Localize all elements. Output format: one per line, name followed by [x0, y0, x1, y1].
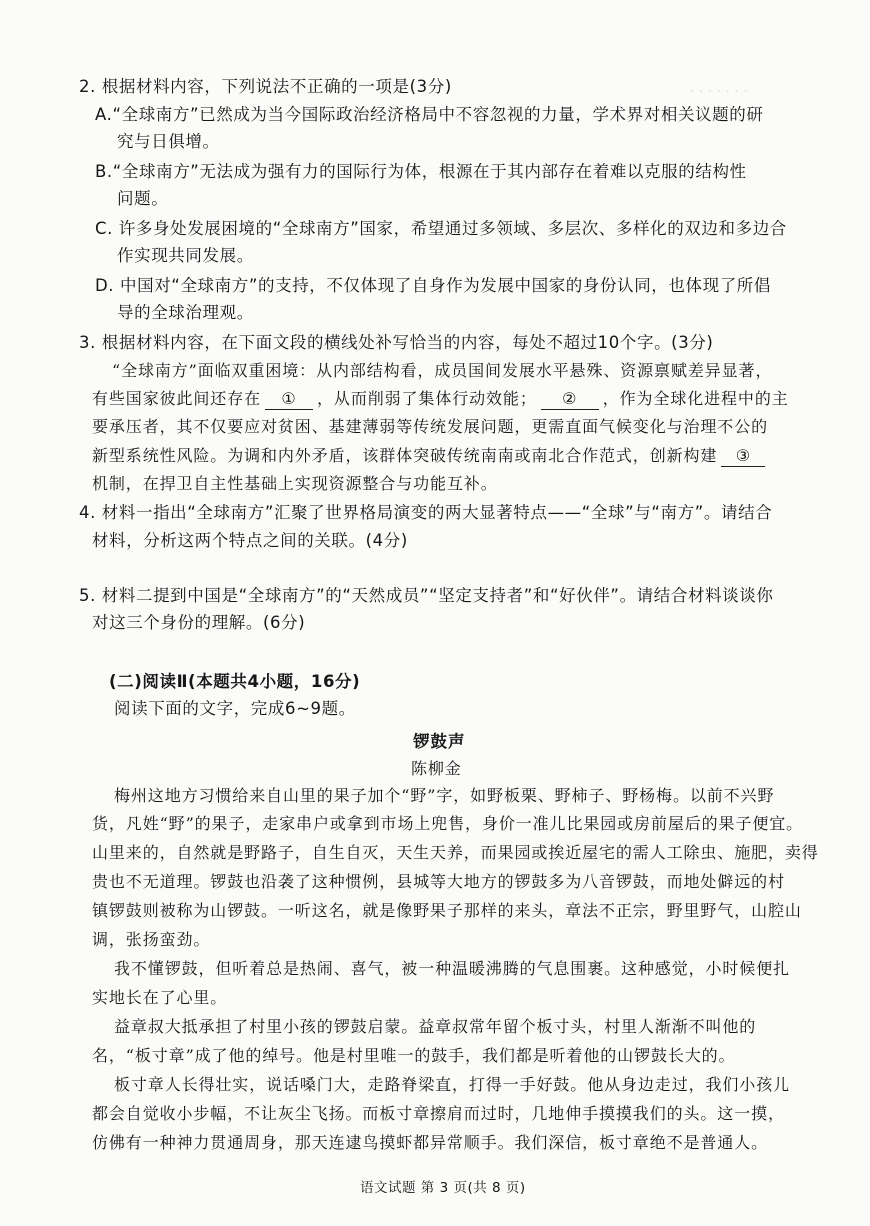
option-a-line-1: A.“全球南方”已然成为当今国际政治经济格局中不容忽视的力量，学术界对相关议题的研 — [95, 105, 764, 124]
section-header: (二)阅读Ⅱ(本题共4小题，16分) — [109, 672, 361, 691]
story-title: 锣鼓声 — [413, 732, 466, 751]
question-2-stem: 2. 根据材料内容，下列说法不正确的一项是(3分) — [79, 77, 452, 96]
q3-passage-line-1: “全球南方”面临双重困境：从内部结构看，成员国间发展水平悬殊、资源禀赋差异显著， — [112, 361, 773, 380]
story-paragraph-line: 实地长在了心里。 — [92, 988, 228, 1007]
q3-passage-line-4 — [92, 445, 769, 467]
story-paragraph-line: 益章叔大抵承担了村里小孩的锣鼓启蒙。益章叔常年留个板寸头，村里人渐渐不叫他的 — [114, 1017, 757, 1036]
question-3-stem: 3. 根据材料内容，在下面文段的横线处补写恰当的内容，每处不超过10个字。(3分) — [79, 333, 714, 352]
option-a-line-2: 究与日俱增。 — [117, 132, 220, 151]
story-paragraph-line: 山里来的，自然就是野路子，自生自灭，天生天养，而果园或挨近屋宅的需人工除虫、施肥，卖得 — [92, 843, 819, 862]
q3-passage-line-2 — [92, 388, 789, 410]
question-4-line-2: 材料，分析这两个特点之间的关联。(4分) — [92, 531, 408, 550]
story-paragraph-line: 仿佛有一种神力贯通周身，那天连逮鸟摸虾都异常顺手。我们深信，板寸章绝不是普通人。 — [92, 1133, 769, 1152]
story-paragraph-line: 调，张扬蛮劲。 — [92, 930, 211, 949]
option-d-line-2: 导的全球治理观。 — [117, 303, 254, 322]
story-paragraph-line: 贵也不无道理。锣鼓也沿袭了这种惯例，县城等大地方的锣鼓多为八音锣鼓，而地处僻远的村 — [92, 872, 785, 891]
question-5-line-2: 对这三个身份的理解。(6分) — [92, 613, 306, 632]
question-5-line-1: 5. 材料二提到中国是“全球南方”的“天然成员”“坚定支持者”和“好伙伴”。请结合材料谈谈你 — [79, 586, 774, 605]
page-footer: 语文试题 第 3 页(共 8 页) — [360, 1180, 526, 1196]
option-c-line-1: C. 许多身处发展困境的“全球南方”国家，希望通过多领域、多层次、多样化的双边和多边合 — [95, 219, 787, 238]
story-author: 陈柳金 — [411, 759, 462, 778]
fill-blank-2[interactable]: ② — [541, 389, 599, 410]
story-paragraph-line: 板寸章人长得壮实，说话嗓门大，走路脊梁直，打得一手好鼓。他从身边走过，我们小孩儿 — [114, 1075, 791, 1094]
q3-text-segment: 新型系统性风险。为调和内外矛盾，该群体突破传统南南或南北合作范式，创新构建 — [92, 446, 718, 465]
q3-passage-line-3: 要承压者，其不仅要应对贫困、基建薄弱等传统发展问题，更需直面气候变化与治理不公的 — [92, 417, 769, 436]
story-paragraph-line: 都会自觉收小步幅，不让灰尘飞扬。而板寸章擦肩而过时，几地伸手摸摸我们的头。这一摸， — [92, 1104, 785, 1123]
story-paragraph-line: 梅州这地方习惯给来自山里的果子加个“野”字，如野板栗、野柿子、野杨梅。以前不兴野 — [114, 786, 775, 805]
option-b-line-1: B.“全球南方”无法成为强有力的国际行为体，根源在于其内部存在着难以克服的结构性 — [95, 162, 747, 181]
question-4-line-1: 4. 材料一指出“全球南方”汇聚了世界格局演变的两大显著特点——“全球”与“南方”。请结合 — [79, 503, 773, 522]
q3-passage-line-5: 机制，在捍卫自主性基础上实现资源整合与功能互补。 — [92, 474, 498, 493]
option-b-line-2: 问题。 — [117, 189, 169, 208]
story-paragraph-line: 货，凡姓“野”的果子，走家串户或拿到市场上兜售，身价一准儿比果园或房前屋后的果子便宜。 — [92, 814, 804, 833]
q3-text-segment: 有些国家彼此间还存在 — [92, 389, 262, 408]
option-d-line-1: D. 中国对“全球南方”的支持，不仅体现了自身作为发展中国家的身份认同，也体现了所倡 — [95, 276, 771, 295]
fill-blank-1[interactable]: ① — [265, 389, 313, 410]
q3-text-segment: ，作为全球化进程中的主 — [602, 389, 789, 408]
story-paragraph-line: 我不懂锣鼓，但听着总是热闹、喜气，被一种温暖沸腾的气息围裹。这种感觉，小时候便扎 — [114, 959, 791, 978]
option-c-line-2: 作实现共同发展。 — [117, 246, 254, 265]
q3-text-segment: ，从而削弱了集体行动效能； — [317, 389, 537, 408]
story-paragraph-line: 名，“板寸章”成了他的绰号。他是村里唯一的鼓手，我们都是听着他的山锣鼓长大的。 — [92, 1046, 736, 1065]
story-paragraph-line: 镇锣鼓则被称为山锣鼓。一听这名，就是像野果子那样的来头，章法不正宗，野里野气，山腔山 — [92, 901, 802, 920]
section-instruction: 阅读下面的文字，完成6~9题。 — [114, 699, 356, 718]
bleed-through-decoration: · · · · · · · — [690, 84, 748, 100]
fill-blank-3[interactable]: ③ — [721, 446, 765, 467]
